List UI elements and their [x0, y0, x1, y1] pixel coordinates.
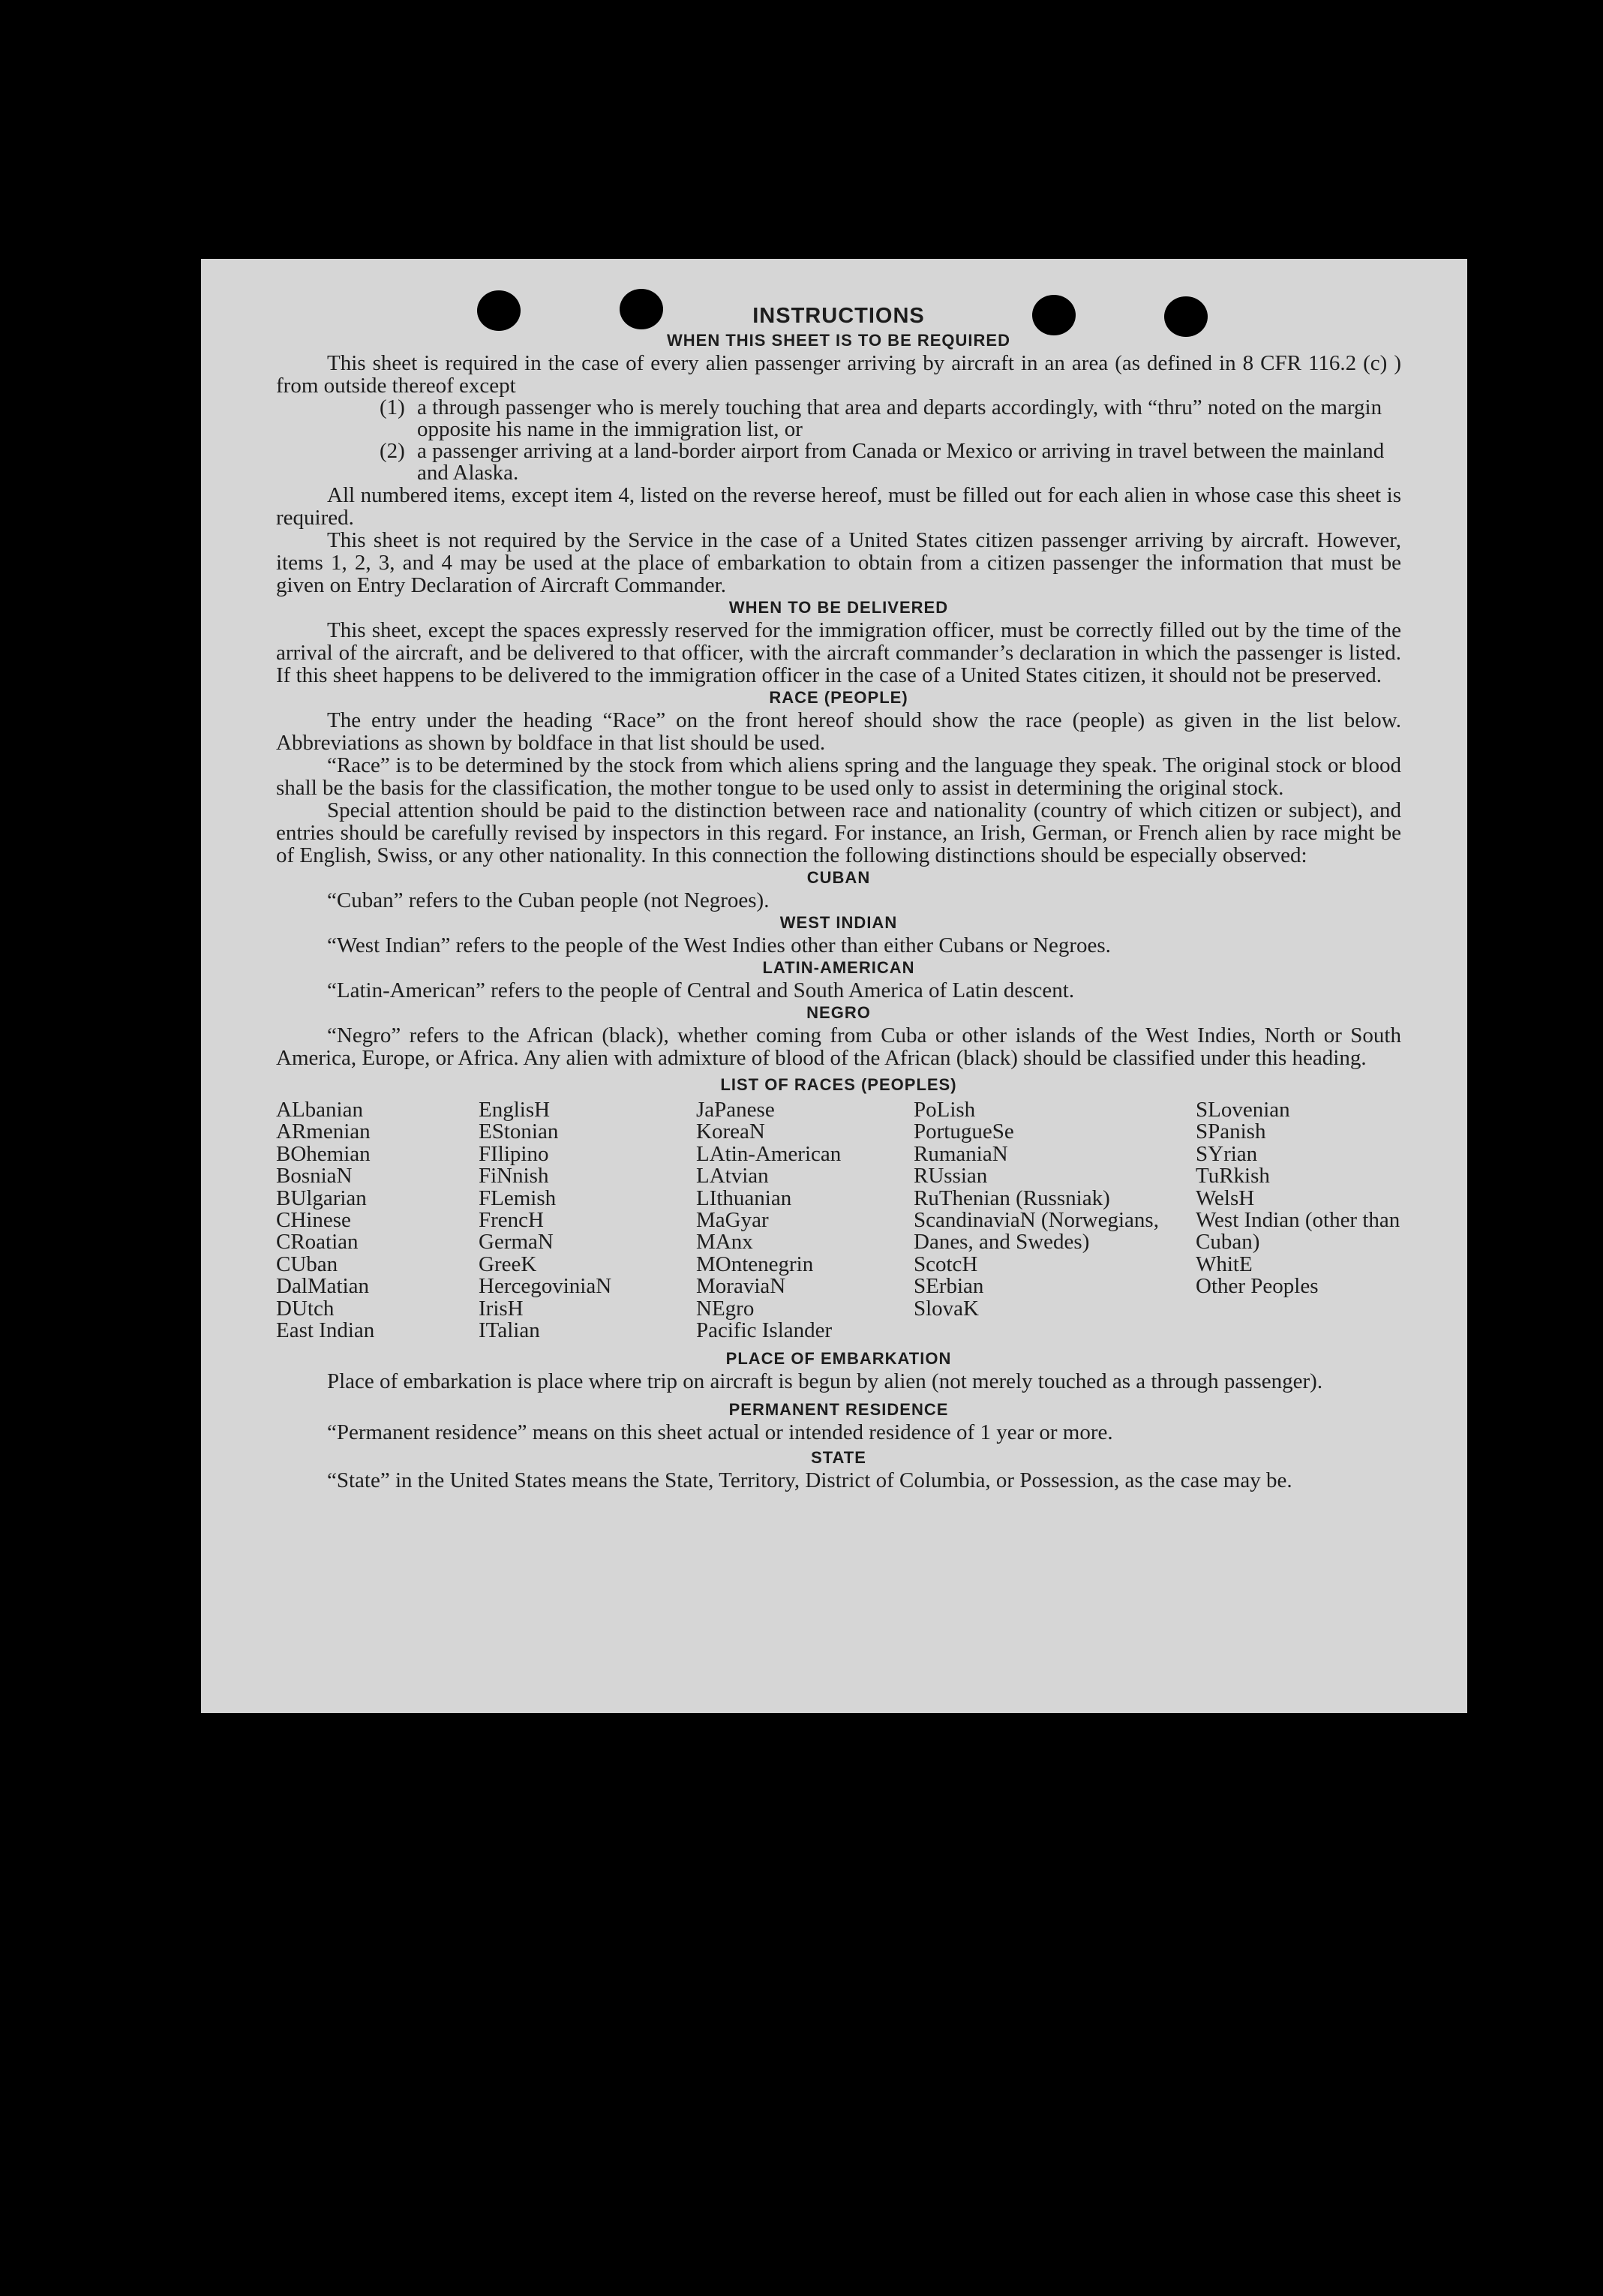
paragraph: “Cuban” refers to the Cuban people (not Negroes).	[327, 888, 770, 912]
section-heading: WHEN TO BE DELIVERED	[728, 598, 949, 617]
race-entry: ITalian	[479, 1318, 540, 1343]
race-entry: EnglisH	[479, 1098, 551, 1122]
paragraph: This sheet, except the spaces expressly reserved for the immigration officer, must be correctly filled out by the time of the arrival of the aircraft, and be delivered to that officer, with the aircraft commander’s declaration in which the passenger is listed. If this sheet happens to be delivered to the immigration officer in the case of a United States citizen, it should not be preserved.	[276, 618, 1401, 687]
race-entry: FiNnish	[479, 1164, 549, 1189]
race-entry: NEgro	[696, 1296, 755, 1321]
race-column	[914, 1099, 1196, 1342]
race-entry: ScotcH	[914, 1252, 978, 1276]
paragraph: This sheet is not required by the Service in the case of a United States citizen passenger arriving by aircraft. However, items 1, 2, 3, and 4 may be used at the place of embarkation to obtain from a citizen passenger the information that must be given on Entry Declaration of Aircraft Commander.	[276, 528, 1401, 597]
paragraph: This sheet is required in the case of every alien passenger arriving by aircraft in an area (as defined in 8 CFR 116.2 (c) ) from outside thereof except	[276, 351, 1401, 398]
race-entry: FrencH	[479, 1208, 544, 1233]
page-title: INSTRUCTIONS	[752, 304, 925, 328]
item-text: a through passenger who is merely touching that area and departs accordingly, with “thru” noted on the margin opposite his name in the immigration list, or	[417, 395, 1382, 441]
race-entry: PoLish	[914, 1098, 976, 1122]
race-entry: MoraviaN	[696, 1274, 786, 1299]
paragraph: Special attention should be paid to the distinction between race and nationality (country of which citizen or subject), and entries should be carefully revised by inspectors in this regard. For instance, an Irish, German, or French alien by race might be of English, Swiss, or any other nationality. In this connection the following distinctions should be especially observed:	[276, 798, 1401, 867]
race-entry: SlovaK	[914, 1296, 979, 1321]
race-entry: SPanish	[1196, 1119, 1266, 1144]
race-entry: DUtch	[276, 1296, 335, 1321]
race-entry: West Indian (other than Cuban)	[1196, 1208, 1400, 1255]
race-entry: LIthuanian	[696, 1186, 792, 1210]
race-entry: BUlgarian	[276, 1186, 367, 1210]
race-entry: WelsH	[1196, 1186, 1255, 1210]
paragraph: “Race” is to be determined by the stock from which aliens spring and the language they speak. The original stock or blood shall be the basis for the classification, the mother tongue to be used only to assist in determining the original stock.	[276, 753, 1401, 800]
paragraph: “Latin-American” refers to the people of Central and South America of Latin descent.	[327, 978, 1075, 1002]
race-entry: JaPanese	[696, 1098, 775, 1122]
race-entry: MOntenegrin	[696, 1252, 814, 1276]
section-heading: WHEN THIS SHEET IS TO BE REQUIRED	[667, 331, 1010, 350]
race-entry: MAnx	[696, 1230, 753, 1255]
race-entry: EStonian	[479, 1119, 559, 1144]
section-heading: NEGRO	[806, 1003, 871, 1022]
race-entry: DalMatian	[276, 1274, 370, 1299]
race-entry: TuRkish	[1196, 1164, 1270, 1189]
document-body	[276, 302, 1401, 1492]
paragraph: All numbered items, except item 4, listed on the reverse hereof, must be filled out for each alien in whose case this sheet is required.	[276, 483, 1401, 530]
paragraph: Place of embarkation is place where trip on aircraft is begun by alien (not merely touched as a through passenger).	[327, 1369, 1323, 1394]
race-entry: LAtvian	[696, 1164, 769, 1189]
item-text: a passenger arriving at a land-border airport from Canada or Mexico or arriving in travel between the mainland and Alaska.	[417, 439, 1385, 485]
instruction-sheet	[201, 259, 1467, 1713]
race-entry: IrisH	[479, 1296, 524, 1321]
paragraph: “Permanent residence” means on this sheet actual or intended residence of 1 year or more.	[327, 1420, 1113, 1445]
section-heading: CUBAN	[806, 868, 871, 887]
paragraph: The entry under the heading “Race” on the front hereof should show the race (people) as given in the list below. Abbreviations as shown by boldface in that list should be used.	[276, 708, 1401, 755]
paragraph: “Negro” refers to the African (black), whether coming from Cuba or other islands of the West Indies, North or South America, Europe, or Africa. Any alien with admixture of blood of the African (black) should be classified under this heading.	[276, 1023, 1401, 1070]
race-entry: ScandinaviaN (Norwegians, Danes, and Swedes)	[914, 1208, 1159, 1255]
section-heading: RACE (PEOPLE)	[769, 688, 908, 707]
section-heading: WEST INDIAN	[779, 913, 898, 932]
race-entry: FIlipino	[479, 1141, 549, 1166]
race-column	[276, 1099, 479, 1342]
race-entry: East Indian	[276, 1318, 375, 1343]
race-entry: SYrian	[1196, 1141, 1258, 1166]
race-entry: CHinese	[276, 1208, 351, 1233]
race-entry: BosniaN	[276, 1164, 353, 1189]
list-item	[380, 439, 1401, 485]
race-entry: GreeK	[479, 1252, 537, 1276]
race-entry: RumaniaN	[914, 1141, 1008, 1166]
race-entry: PortugueSe	[914, 1119, 1014, 1144]
section-heading: PERMANENT RESIDENCE	[728, 1400, 949, 1420]
race-column	[1196, 1099, 1401, 1342]
race-entry: WhitE	[1196, 1252, 1253, 1276]
list-item	[380, 395, 1401, 441]
race-entry: ARmenian	[276, 1119, 371, 1144]
race-entry: Pacific Islander	[696, 1318, 833, 1343]
paragraph: “West Indian” refers to the people of the West Indies other than either Cubans or Negroes.	[327, 933, 1111, 957]
paragraph: “State” in the United States means the State, Territory, District of Columbia, or Possession, as the case may be.	[327, 1468, 1292, 1493]
race-entry: FLemish	[479, 1186, 557, 1210]
section-heading: LIST OF RACES (PEOPLES)	[720, 1075, 957, 1094]
race-entry: RUssian	[914, 1164, 988, 1189]
race-entry: LAtin-American	[696, 1141, 842, 1166]
race-entry: HercegoviniaN	[479, 1274, 612, 1299]
race-entry: MaGyar	[696, 1208, 769, 1233]
race-entry: Other Peoples	[1196, 1274, 1319, 1299]
race-entry: CRoatian	[276, 1230, 359, 1255]
race-entry: SErbian	[914, 1274, 984, 1299]
race-entry: RuThenian (Russniak)	[914, 1186, 1110, 1210]
race-column	[479, 1099, 696, 1342]
race-entry: ALbanian	[276, 1098, 363, 1122]
race-column	[696, 1099, 914, 1342]
race-entry: GermaN	[479, 1230, 554, 1255]
item-number: (2)	[380, 439, 405, 463]
section-heading: STATE	[811, 1448, 866, 1468]
race-entry: CUban	[276, 1252, 338, 1276]
race-entry: KoreaN	[696, 1119, 765, 1144]
race-list	[276, 1099, 1401, 1342]
section-heading: LATIN-AMERICAN	[762, 958, 915, 977]
race-entry: BOhemian	[276, 1141, 371, 1166]
section-heading: PLACE OF EMBARKATION	[725, 1349, 952, 1369]
race-entry: SLovenian	[1196, 1098, 1290, 1122]
item-number: (1)	[380, 395, 405, 419]
